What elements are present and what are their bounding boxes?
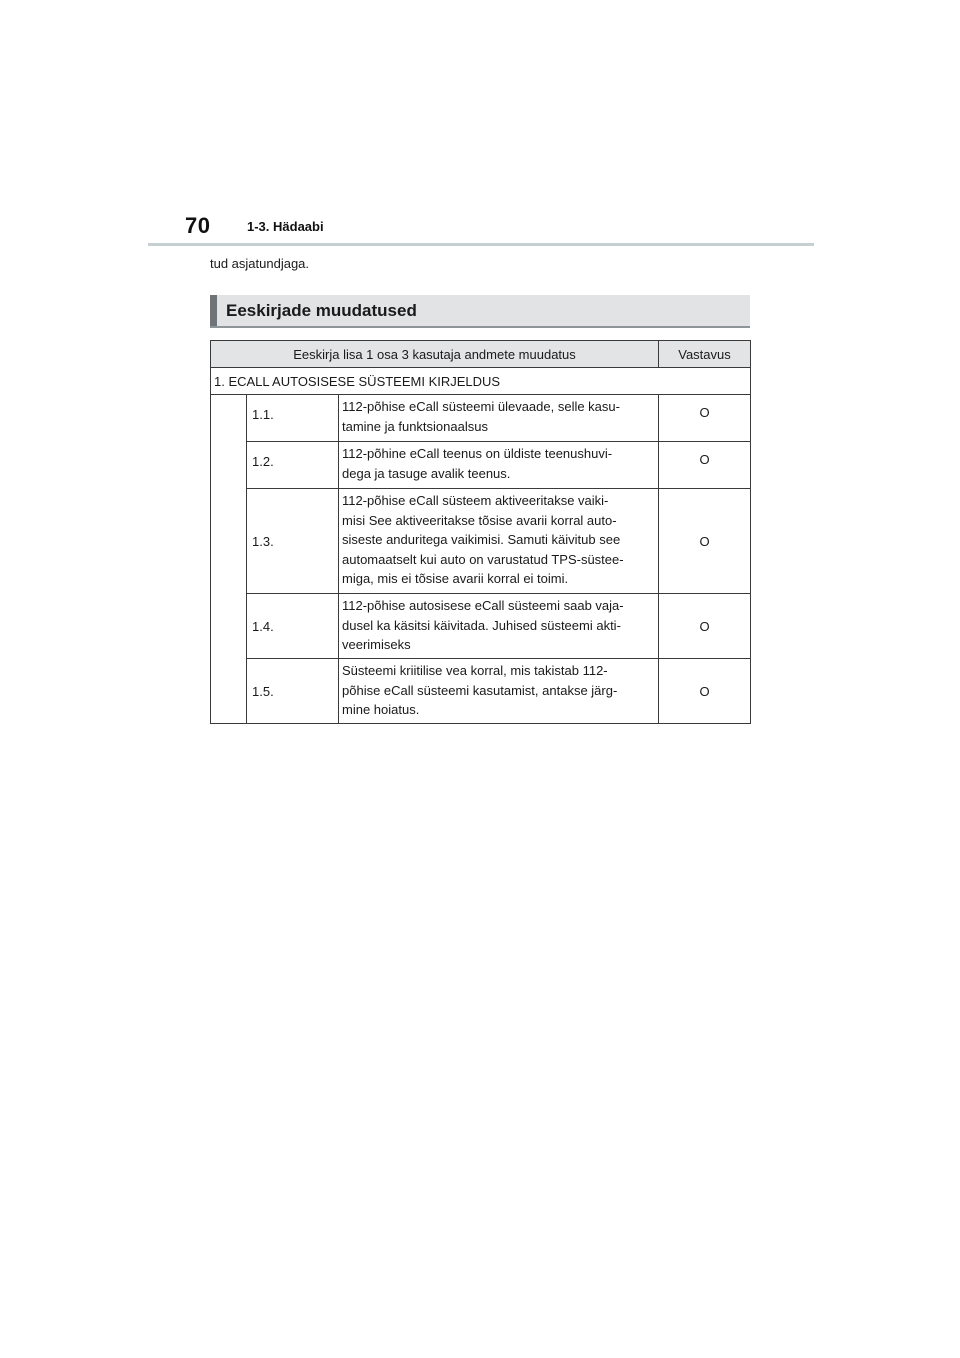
section-heading-bar bbox=[210, 295, 750, 328]
header-rule bbox=[148, 243, 814, 246]
table-row bbox=[211, 659, 751, 724]
row-code: 1.3. bbox=[247, 489, 339, 594]
section-title: Eeskirjade muudatused bbox=[226, 301, 417, 320]
row-compliance: O bbox=[659, 489, 751, 594]
indent-cell bbox=[211, 395, 247, 724]
group-title: 1. ECALL AUTOSISESE SÜSTEEMI KIRJELDUS bbox=[211, 368, 751, 395]
table-row bbox=[211, 442, 751, 489]
row-description: 112-põhise eCall süsteem aktiveeritakse vaiki- misi See aktiveeritakse tõsise avarii korral auto- siseste anduritega vaikimisi. Samuti käivitub see automaatselt kui auto on varustatud TPS-süstee- miga, mis ei tõsise avarii korral ei toimi. bbox=[339, 489, 659, 594]
header-change: Eeskirja lisa 1 osa 3 kasutaja andmete muudatus bbox=[211, 341, 659, 368]
group-title-row bbox=[211, 368, 751, 395]
table-row bbox=[211, 594, 751, 659]
header-compliance: Vastavus bbox=[659, 341, 751, 368]
row-description: 112-põhine eCall teenus on üldiste teenushuvi- dega ja tasuge avalik teenus. bbox=[339, 442, 659, 489]
row-code: 1.5. bbox=[247, 659, 339, 724]
row-code: 1.1. bbox=[247, 395, 339, 442]
row-description: Süsteemi kriitilise vea korral, mis takistab 112- põhise eCall süsteemi kasutamist, antakse järg- mine hoiatus. bbox=[339, 659, 659, 724]
intro-text: tud asjatundjaga. bbox=[210, 256, 310, 271]
table-row bbox=[211, 395, 751, 442]
row-compliance: O bbox=[659, 395, 751, 442]
row-description: 112-põhise eCall süsteemi ülevaade, selle kasu- tamine ja funktsionaalsus bbox=[339, 395, 659, 442]
section-heading-accent bbox=[210, 295, 217, 326]
regulation-changes-table bbox=[210, 340, 751, 724]
table-header-row bbox=[211, 341, 751, 368]
row-description: 112-põhise autosisese eCall süsteemi saab vaja- dusel ka käsitsi käivitada. Juhised süsteemi akti- veerimiseks bbox=[339, 594, 659, 659]
row-code: 1.2. bbox=[247, 442, 339, 489]
row-compliance: O bbox=[659, 659, 751, 724]
page-number: 70 bbox=[185, 213, 211, 238]
section-label: 1-3. Hädaabi bbox=[247, 219, 324, 234]
row-compliance: O bbox=[659, 594, 751, 659]
row-code: 1.4. bbox=[247, 594, 339, 659]
table-row bbox=[211, 489, 751, 594]
row-compliance: O bbox=[659, 442, 751, 489]
